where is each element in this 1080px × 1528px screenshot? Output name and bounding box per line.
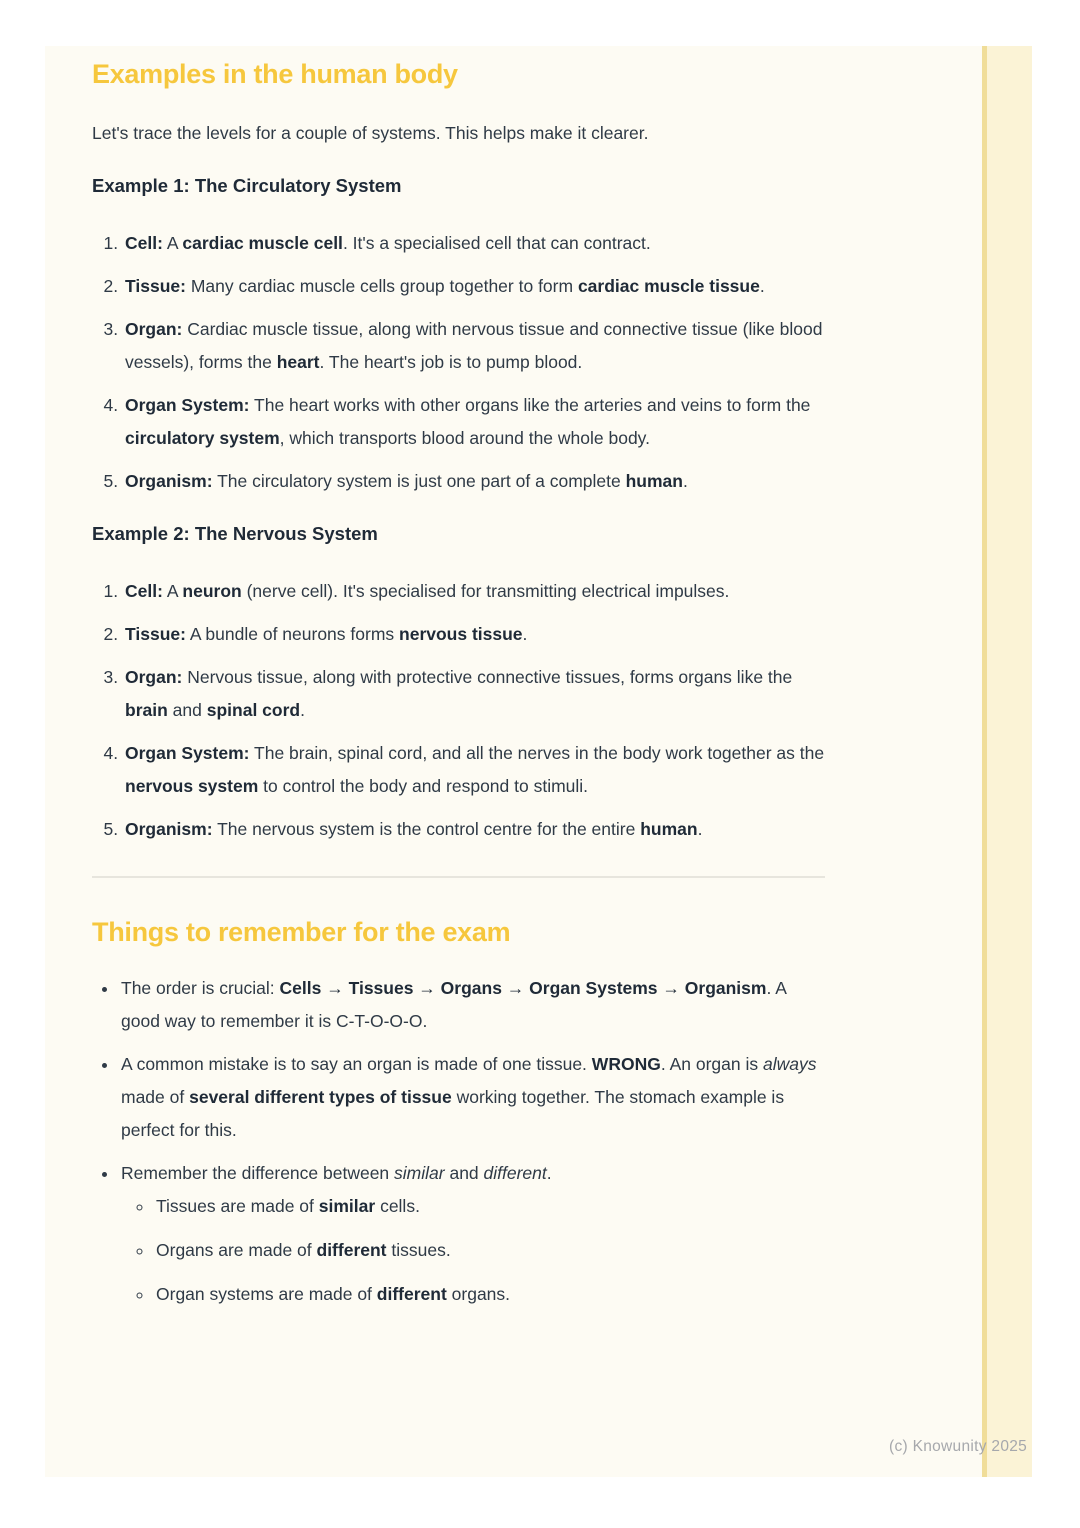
list-item: 4. Organ System: The heart works with other organs like the arteries and veins to form the circulatory system, which transports blood around the whole body. [123,389,825,455]
intro-paragraph: Let's trace the levels for a couple of systems. This helps make it clearer. [92,123,649,143]
sublist-item: ◦ Tissues are made of similar cells. [154,1190,825,1223]
list-item-text: Remember the difference between similar and different. [121,1163,552,1183]
remember-sublist [121,1190,825,1311]
sublist-item: ◦ Organs are made of different tissues. [154,1234,825,1267]
list-item: 2. Tissue: Many cardiac muscle cells group together to form cardiac muscle tissue. [123,270,825,303]
list-item: • A common mistake is to say an organ is made of one tissue. WRONG. An organ is always made of several different types of tissue working together. The stomach example is perfect for this. [119,1048,825,1147]
list-item: 5. Organism: The circulatory system is just one part of a complete human. [123,465,825,498]
text-column [92,58,825,1311]
example1-list [92,227,825,498]
example1-title: Example 1: The Circulatory System [92,175,402,196]
section-heading-remember: Things to remember for the exam [92,917,511,947]
list-item: 1. Cell: A neuron (nerve cell). It's specialised for transmitting electrical impulses. [123,575,825,608]
remember-list [92,972,825,1311]
section-heading-examples: Examples in the human body [92,59,458,89]
section-divider [92,876,825,878]
list-item: • The order is crucial: Cells → Tissues → Organs → Organ Systems → Organism. A good way to remember it is C-T-O-O-O. [119,972,825,1038]
list-item: 1. Cell: A cardiac muscle cell. It's a specialised cell that can contract. [123,227,825,260]
list-item: 4. Organ System: The brain, spinal cord, and all the nerves in the body work together as the nervous system to control the body and respond to stimuli. [123,737,825,803]
notes-sheet [45,46,1032,1477]
list-item: 5. Organism: The nervous system is the control centre for the entire human. [123,813,825,846]
example2-title: Example 2: The Nervous System [92,523,378,544]
watermark: (c) Knowunity 2025 [889,1438,1028,1455]
list-item: 2. Tissue: A bundle of neurons forms nervous tissue. [123,618,825,651]
example2-list [92,575,825,846]
sublist-item: ◦ Organ systems are made of different organs. [154,1278,825,1311]
list-item [119,1157,825,1311]
list-item: 3. Organ: Nervous tissue, along with protective connective tissues, forms organs like the brain and spinal cord. [123,661,825,727]
page-content [45,46,825,1311]
list-item: 3. Organ: Cardiac muscle tissue, along with nervous tissue and connective tissue (like blood vessels), forms the heart. The heart's job is to pump blood. [123,313,825,379]
margin-rule-strip [982,46,1032,1477]
